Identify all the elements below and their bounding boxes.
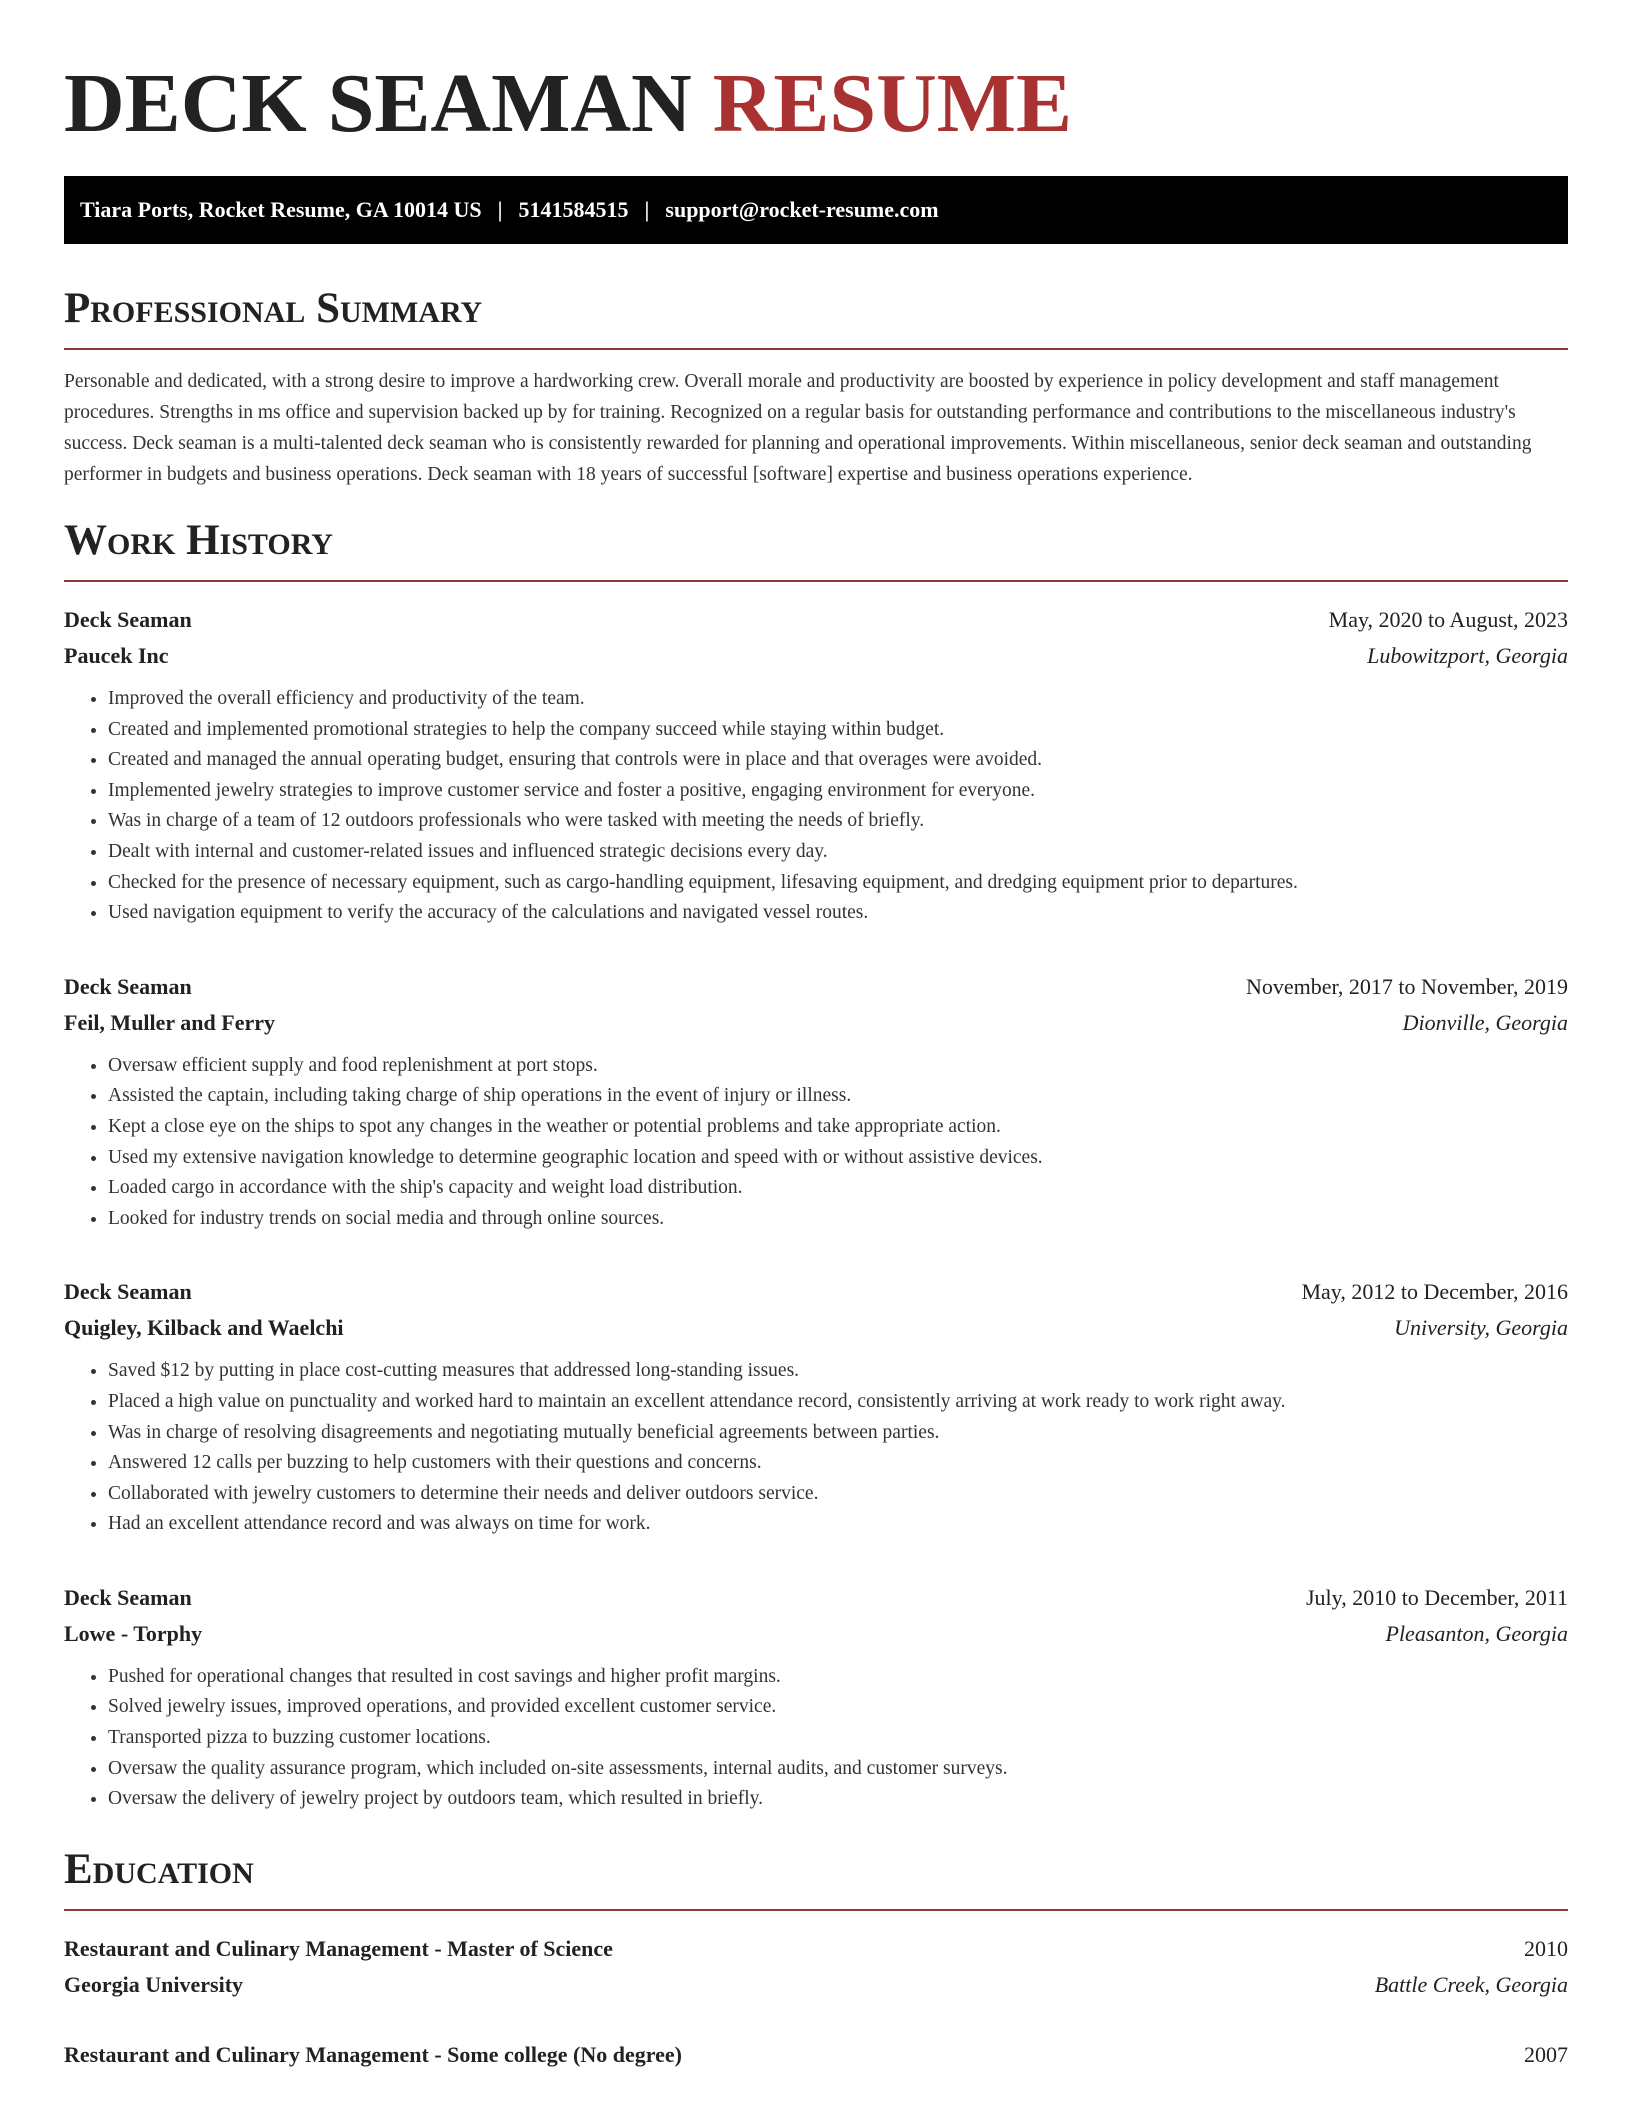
contact-address: Tiara Ports, Rocket Resume, GA 10014 US bbox=[80, 197, 482, 222]
job-bullet: • Answered 12 calls per buzzing to help customers with their questions and concerns. bbox=[108, 1448, 1568, 1479]
job-bullets bbox=[64, 684, 1568, 929]
education-degree: Restaurant and Culinary Management - Some college (No degree) bbox=[64, 2041, 682, 2067]
job-header-row bbox=[64, 1274, 1568, 1310]
job-company-row bbox=[64, 638, 1568, 674]
job-bullet: • Used my extensive navigation knowledge to determine geographic location and speed with or without assistive devices. bbox=[108, 1143, 1568, 1174]
contact-phone: 5141584515 bbox=[518, 197, 629, 222]
contact-separator: | bbox=[644, 197, 650, 222]
job-bullet: • Had an excellent attendance record and was always on time for work. bbox=[108, 1509, 1568, 1540]
job-location: Dionville, Georgia bbox=[1402, 1009, 1568, 1035]
resume-title bbox=[64, 56, 1568, 152]
education-year: 2007 bbox=[1524, 2041, 1568, 2067]
job-entry bbox=[64, 602, 1568, 929]
education-year: 2010 bbox=[1524, 1935, 1568, 1961]
job-bullet: • Implemented jewelry strategies to improve customer service and foster a positive, engaging environment for everyone. bbox=[108, 776, 1568, 807]
education-school: Georgia University bbox=[64, 1971, 244, 1997]
summary-text: Personable and dedicated, with a strong desire to improve a hardworking crew. Overall morale and productivity are boosted by experience in policy development and staff management procedures. Strengths in ms office and supervision backed up by for training. Recognized on a regular basis for outstanding performance and contributions to the miscellaneous industry's success. Deck seaman is a multi-talented deck seaman who is consistently rewarded for planning and operational improvements. Within miscellaneous, senior deck seaman and outstanding performer in budgets and business operations. Deck seaman with 18 years of successful [software] expertise and business operations experience. bbox=[64, 371, 1532, 485]
education-heading: Education bbox=[64, 1845, 1568, 1911]
job-bullet: • Saved $12 by putting in place cost-cutting measures that addressed long-standing issues. bbox=[108, 1356, 1568, 1387]
job-header-row bbox=[64, 1580, 1568, 1616]
job-company-row bbox=[64, 1310, 1568, 1346]
job-bullet: • Oversaw efficient supply and food replenishment at port stops. bbox=[108, 1051, 1568, 1082]
education-entry bbox=[64, 2037, 1568, 2073]
job-dates: July, 2010 to December, 2011 bbox=[1305, 1584, 1568, 1610]
education-degree-row bbox=[64, 1931, 1568, 1967]
job-location: Lubowitzport, Georgia bbox=[1367, 643, 1568, 668]
job-bullet: • Improved the overall efficiency and productivity of the team. bbox=[108, 684, 1568, 715]
education-section bbox=[64, 1845, 1568, 2073]
job-company-row bbox=[64, 1005, 1568, 1041]
job-title: Deck Seaman bbox=[64, 1279, 192, 1305]
job-company: Quigley, Kilback and Waelchi bbox=[64, 1315, 344, 1341]
job-company-row bbox=[64, 1616, 1568, 1652]
job-company: Feil, Muller and Ferry bbox=[64, 1009, 275, 1035]
title-accent: RESUME bbox=[712, 57, 1073, 150]
job-bullet: • Pushed for operational changes that resulted in cost savings and higher profit margins. bbox=[108, 1662, 1568, 1693]
contact-separator: | bbox=[497, 197, 503, 222]
job-header-row bbox=[64, 602, 1568, 638]
job-title: Deck Seaman bbox=[64, 607, 192, 632]
job-dates: November, 2017 to November, 2019 bbox=[1245, 973, 1568, 999]
job-bullet: • Was in charge of a team of 12 outdoors professionals who were tasked with meeting the needs of briefly. bbox=[108, 806, 1568, 837]
job-bullet: • Oversaw the quality assurance program, which included on-site assessments, internal audits, and customer surveys. bbox=[108, 1754, 1568, 1785]
work-history-heading: Work History bbox=[64, 516, 1568, 582]
work-history-section bbox=[64, 516, 1568, 1815]
job-bullet: • Assisted the captain, including taking charge of ship operations in the event of injury or illness. bbox=[108, 1081, 1568, 1112]
job-bullet: • Dealt with internal and customer-related issues and influenced strategic decisions every day. bbox=[108, 837, 1568, 868]
job-location: University, Georgia bbox=[1394, 1315, 1568, 1341]
job-bullet: • Created and managed the annual operating budget, ensuring that controls were in place and that overages were avoided. bbox=[108, 745, 1568, 776]
job-company: Paucek Inc bbox=[64, 643, 169, 668]
job-title: Deck Seaman bbox=[64, 973, 192, 999]
education-entry bbox=[64, 1931, 1568, 2003]
job-bullet: • Kept a close eye on the ships to spot any changes in the weather or potential problems and take appropriate action. bbox=[108, 1112, 1568, 1143]
resume-page bbox=[64, 0, 1568, 2073]
job-bullet: • Looked for industry trends on social media and through online sources. bbox=[108, 1204, 1568, 1235]
job-dates: May, 2012 to December, 2016 bbox=[1301, 1279, 1568, 1305]
job-bullet: • Placed a high value on punctuality and worked hard to maintain an excellent attendance record, consistently arriving at work ready to work right away. bbox=[108, 1387, 1568, 1418]
job-bullet: • Was in charge of resolving disagreements and negotiating mutually beneficial agreements between parties. bbox=[108, 1418, 1568, 1449]
job-dates: May, 2020 to August, 2023 bbox=[1328, 607, 1568, 632]
job-location: Pleasanton, Georgia bbox=[1385, 1620, 1568, 1646]
job-bullet: • Collaborated with jewelry customers to determine their needs and deliver outdoors service. bbox=[108, 1479, 1568, 1510]
job-bullet: • Used navigation equipment to verify the accuracy of the calculations and navigated vessel routes. bbox=[108, 898, 1568, 929]
job-bullet: • Created and implemented promotional strategies to help the company succeed while staying within budget. bbox=[108, 715, 1568, 746]
job-bullet: • Loaded cargo in accordance with the ship's capacity and weight load distribution. bbox=[108, 1173, 1568, 1204]
job-bullet: • Transported pizza to buzzing customer locations. bbox=[108, 1723, 1568, 1754]
job-entry bbox=[64, 1580, 1568, 1815]
summary-section bbox=[64, 284, 1568, 490]
contact-bar bbox=[64, 176, 1568, 244]
job-bullet: • Oversaw the delivery of jewelry project by outdoors team, which resulted in briefly. bbox=[108, 1784, 1568, 1815]
job-header-row bbox=[64, 969, 1568, 1005]
contact-email: support@rocket-resume.com bbox=[665, 197, 939, 222]
title-main: DECK SEAMAN bbox=[64, 57, 692, 150]
job-company: Lowe - Torphy bbox=[64, 1620, 203, 1646]
job-title: Deck Seaman bbox=[64, 1584, 192, 1610]
education-school-row bbox=[64, 1967, 1568, 2003]
job-bullet: • Checked for the presence of necessary equipment, such as cargo-handling equipment, lifesaving equipment, and dredging equipment prior to departures. bbox=[108, 868, 1568, 899]
summary-heading: Professional Summary bbox=[64, 284, 1568, 350]
job-entry bbox=[64, 969, 1568, 1235]
education-degree-row bbox=[64, 2037, 1568, 2073]
job-bullets bbox=[64, 1662, 1568, 1815]
job-bullets bbox=[64, 1051, 1568, 1235]
education-degree: Restaurant and Culinary Management - Master of Science bbox=[64, 1935, 613, 1961]
job-bullet: • Solved jewelry issues, improved operations, and provided excellent customer service. bbox=[108, 1692, 1568, 1723]
job-entry bbox=[64, 1274, 1568, 1540]
education-location: Battle Creek, Georgia bbox=[1374, 1971, 1568, 1997]
job-bullets bbox=[64, 1356, 1568, 1540]
